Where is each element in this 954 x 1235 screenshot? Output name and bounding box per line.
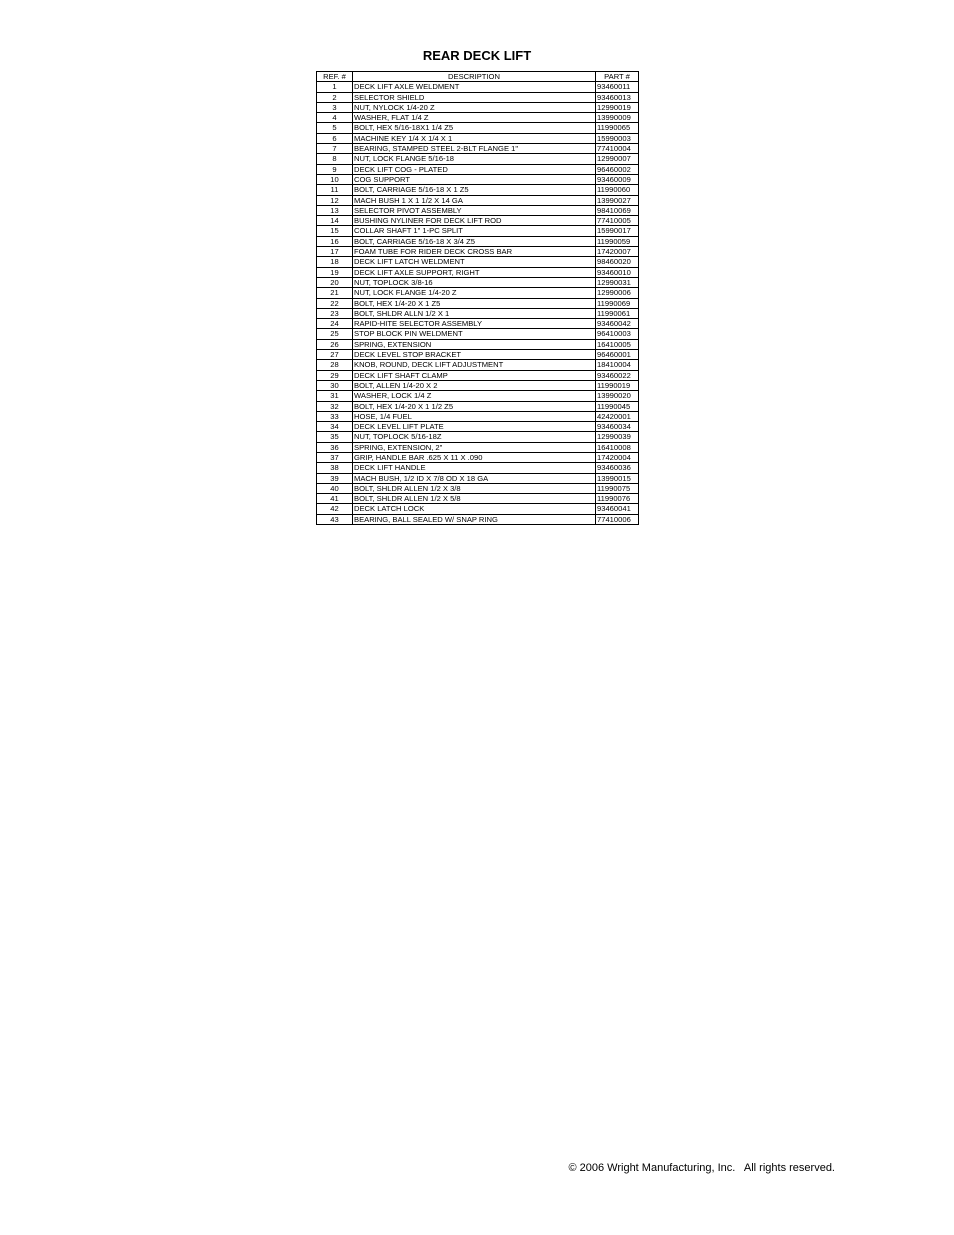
description-cell: DECK LEVEL STOP BRACKET [353,350,596,360]
table-row [317,226,639,236]
ref-cell: 13 [317,205,353,215]
description-cell: NUT, NYLOCK 1/4-20 Z [353,102,596,112]
table-row [317,380,639,390]
ref-cell: 35 [317,432,353,442]
table-row [317,401,639,411]
table-row [317,370,639,380]
part-number-cell: 77410004 [596,144,639,154]
part-number-cell: 18410004 [596,360,639,370]
part-number-cell: 11990065 [596,123,639,133]
description-cell: WASHER, LOCK 1/4 Z [353,391,596,401]
description-cell: NUT, LOCK FLANGE 1/4-20 Z [353,288,596,298]
description-cell: DECK LIFT SHAFT CLAMP [353,370,596,380]
table-row [317,350,639,360]
part-number-cell: 16410005 [596,339,639,349]
part-number-cell: 93460009 [596,174,639,184]
table-row [317,216,639,226]
description-cell: KNOB, ROUND, DECK LIFT ADJUSTMENT [353,360,596,370]
copyright-notice: © 2006 Wright Manufacturing, Inc. All rights reserved. [568,1162,835,1174]
description-cell: BOLT, SHLDR ALLN 1/2 X 1 [353,308,596,318]
description-cell: DECK LIFT HANDLE [353,463,596,473]
ref-cell: 10 [317,174,353,184]
table-row [317,185,639,195]
table-row [317,411,639,421]
ref-cell: 27 [317,350,353,360]
description-cell: BOLT, HEX 5/16-18X1 1/4 Z5 [353,123,596,133]
part-number-cell: 15990003 [596,133,639,143]
ref-cell: 41 [317,494,353,504]
ref-cell: 38 [317,463,353,473]
table-row [317,133,639,143]
part-number-cell: 11990019 [596,380,639,390]
part-number-cell: 11990061 [596,308,639,318]
part-number-cell: 93460036 [596,463,639,473]
table-row [317,494,639,504]
part-number-cell: 17420004 [596,452,639,462]
table-row [317,432,639,442]
description-cell: DECK LATCH LOCK [353,504,596,514]
table-row [317,504,639,514]
ref-cell: 22 [317,298,353,308]
table-row [317,154,639,164]
description-cell: DECK LIFT AXLE WELDMENT [353,82,596,92]
ref-cell: 39 [317,473,353,483]
description-cell: STOP BLOCK PIN WELDMENT [353,329,596,339]
ref-cell: 31 [317,391,353,401]
parts-table [316,71,639,525]
ref-cell: 28 [317,360,353,370]
part-number-cell: 77410005 [596,216,639,226]
part-number-cell: 12990031 [596,277,639,287]
description-column-header: DESCRIPTION [353,72,596,82]
description-cell: MACH BUSH 1 X 1 1/2 X 14 GA [353,195,596,205]
ref-cell: 25 [317,329,353,339]
table-row [317,308,639,318]
description-cell: SELECTOR SHIELD [353,92,596,102]
ref-cell: 18 [317,257,353,267]
part-number-cell: 98460020 [596,257,639,267]
ref-cell: 32 [317,401,353,411]
table-row [317,298,639,308]
ref-cell: 23 [317,308,353,318]
table-row [317,442,639,452]
description-cell: BOLT, CARRIAGE 5/16-18 X 1 Z5 [353,185,596,195]
description-cell: DECK LEVEL LIFT PLATE [353,422,596,432]
table-row [317,452,639,462]
description-cell: BOLT, HEX 1/4-20 X 1 1/2 Z5 [353,401,596,411]
table-row [317,277,639,287]
table-row [317,195,639,205]
part-number-cell: 93460022 [596,370,639,380]
part-number-cell: 16410008 [596,442,639,452]
ref-cell: 30 [317,380,353,390]
part-number-cell: 13990015 [596,473,639,483]
ref-cell: 5 [317,123,353,133]
ref-cell: 21 [317,288,353,298]
ref-cell: 40 [317,483,353,493]
part-number-cell: 12990019 [596,102,639,112]
ref-cell: 4 [317,113,353,123]
part-number-cell: 93460042 [596,319,639,329]
part-number-cell: 98410069 [596,205,639,215]
ref-cell: 17 [317,247,353,257]
description-cell: DECK LIFT AXLE SUPPORT, RIGHT [353,267,596,277]
ref-cell: 36 [317,442,353,452]
part-number-cell: 13990020 [596,391,639,401]
ref-cell: 37 [317,452,353,462]
table-row [317,205,639,215]
description-cell: BOLT, CARRIAGE 5/16-18 X 3/4 Z5 [353,236,596,246]
part-number-cell: 15990017 [596,226,639,236]
description-cell: BOLT, SHLDR ALLEN 1/2 X 5/8 [353,494,596,504]
part-number-cell: 93460034 [596,422,639,432]
description-cell: DECK LIFT LATCH WELDMENT [353,257,596,267]
table-row [317,247,639,257]
description-cell: SPRING, EXTENSION, 2" [353,442,596,452]
ref-cell: 29 [317,370,353,380]
description-cell: BUSHING NYLINER FOR DECK LIFT ROD [353,216,596,226]
ref-cell: 1 [317,82,353,92]
ref-cell: 2 [317,92,353,102]
ref-cell: 12 [317,195,353,205]
table-row [317,174,639,184]
table-row [317,329,639,339]
part-number-cell: 42420001 [596,411,639,421]
ref-cell: 15 [317,226,353,236]
description-cell: BOLT, SHLDR ALLEN 1/2 X 3/8 [353,483,596,493]
part-number-cell: 12990006 [596,288,639,298]
part-column-header: PART # [596,72,639,82]
table-row [317,288,639,298]
table-row [317,473,639,483]
ref-cell: 3 [317,102,353,112]
part-number-cell: 93460041 [596,504,639,514]
description-cell: DECK LIFT COG - PLATED [353,164,596,174]
table-header-row [317,72,639,82]
description-cell: NUT, LOCK FLANGE 5/16-18 [353,154,596,164]
ref-cell: 26 [317,339,353,349]
description-cell: HOSE, 1/4 FUEL [353,411,596,421]
description-cell: SPRING, EXTENSION [353,339,596,349]
table-row [317,164,639,174]
part-number-cell: 13990009 [596,113,639,123]
table-row [317,257,639,267]
part-number-cell: 96460002 [596,164,639,174]
description-cell: SELECTOR PIVOT ASSEMBLY [353,205,596,215]
table-row [317,483,639,493]
ref-cell: 7 [317,144,353,154]
part-number-cell: 93460011 [596,82,639,92]
ref-cell: 43 [317,514,353,524]
part-number-cell: 11990059 [596,236,639,246]
table-row [317,144,639,154]
table-row [317,391,639,401]
ref-column-header: REF. # [317,72,353,82]
description-cell: COLLAR SHAFT 1" 1-PC SPLIT [353,226,596,236]
page-title: REAR DECK LIFT [422,48,532,63]
description-cell: WASHER, FLAT 1/4 Z [353,113,596,123]
part-number-cell: 13990027 [596,195,639,205]
ref-cell: 20 [317,277,353,287]
description-cell: COG SUPPORT [353,174,596,184]
description-cell: BEARING, BALL SEALED W/ SNAP RING [353,514,596,524]
ref-cell: 33 [317,411,353,421]
description-cell: GRIP, HANDLE BAR .625 X 11 X .090 [353,452,596,462]
description-cell: BEARING, STAMPED STEEL 2-BLT FLANGE 1" [353,144,596,154]
ref-cell: 8 [317,154,353,164]
table-row [317,422,639,432]
table-row [317,236,639,246]
ref-cell: 19 [317,267,353,277]
table-row [317,113,639,123]
ref-cell: 42 [317,504,353,514]
part-number-cell: 11990060 [596,185,639,195]
description-cell: FOAM TUBE FOR RIDER DECK CROSS BAR [353,247,596,257]
table-row [317,82,639,92]
description-cell: NUT, TOPLOCK 3/8-16 [353,277,596,287]
table-row [317,339,639,349]
part-number-cell: 11990069 [596,298,639,308]
part-number-cell: 12990007 [596,154,639,164]
table-row [317,463,639,473]
parts-table-body [317,82,639,525]
part-number-cell: 93460013 [596,92,639,102]
table-row [317,267,639,277]
part-number-cell: 11990045 [596,401,639,411]
ref-cell: 34 [317,422,353,432]
part-number-cell: 77410006 [596,514,639,524]
part-number-cell: 12990039 [596,432,639,442]
ref-cell: 6 [317,133,353,143]
description-cell: MACHINE KEY 1/4 X 1/4 X 1 [353,133,596,143]
description-cell: MACH BUSH, 1/2 ID X 7/8 OD X 18 GA [353,473,596,483]
description-cell: NUT, TOPLOCK 5/16-18Z [353,432,596,442]
table-row [317,360,639,370]
part-number-cell: 11990076 [596,494,639,504]
table-row [317,123,639,133]
part-number-cell: 17420007 [596,247,639,257]
ref-cell: 11 [317,185,353,195]
table-row [317,319,639,329]
ref-cell: 9 [317,164,353,174]
part-number-cell: 11990075 [596,483,639,493]
part-number-cell: 96410003 [596,329,639,339]
table-row [317,92,639,102]
description-cell: BOLT, HEX 1/4-20 X 1 Z5 [353,298,596,308]
ref-cell: 24 [317,319,353,329]
part-number-cell: 93460010 [596,267,639,277]
description-cell: RAPID-HITE SELECTOR ASSEMBLY [353,319,596,329]
table-row [317,514,639,524]
description-cell: BOLT, ALLEN 1/4-20 X 2 [353,380,596,390]
ref-cell: 14 [317,216,353,226]
part-number-cell: 96460001 [596,350,639,360]
table-row [317,102,639,112]
ref-cell: 16 [317,236,353,246]
